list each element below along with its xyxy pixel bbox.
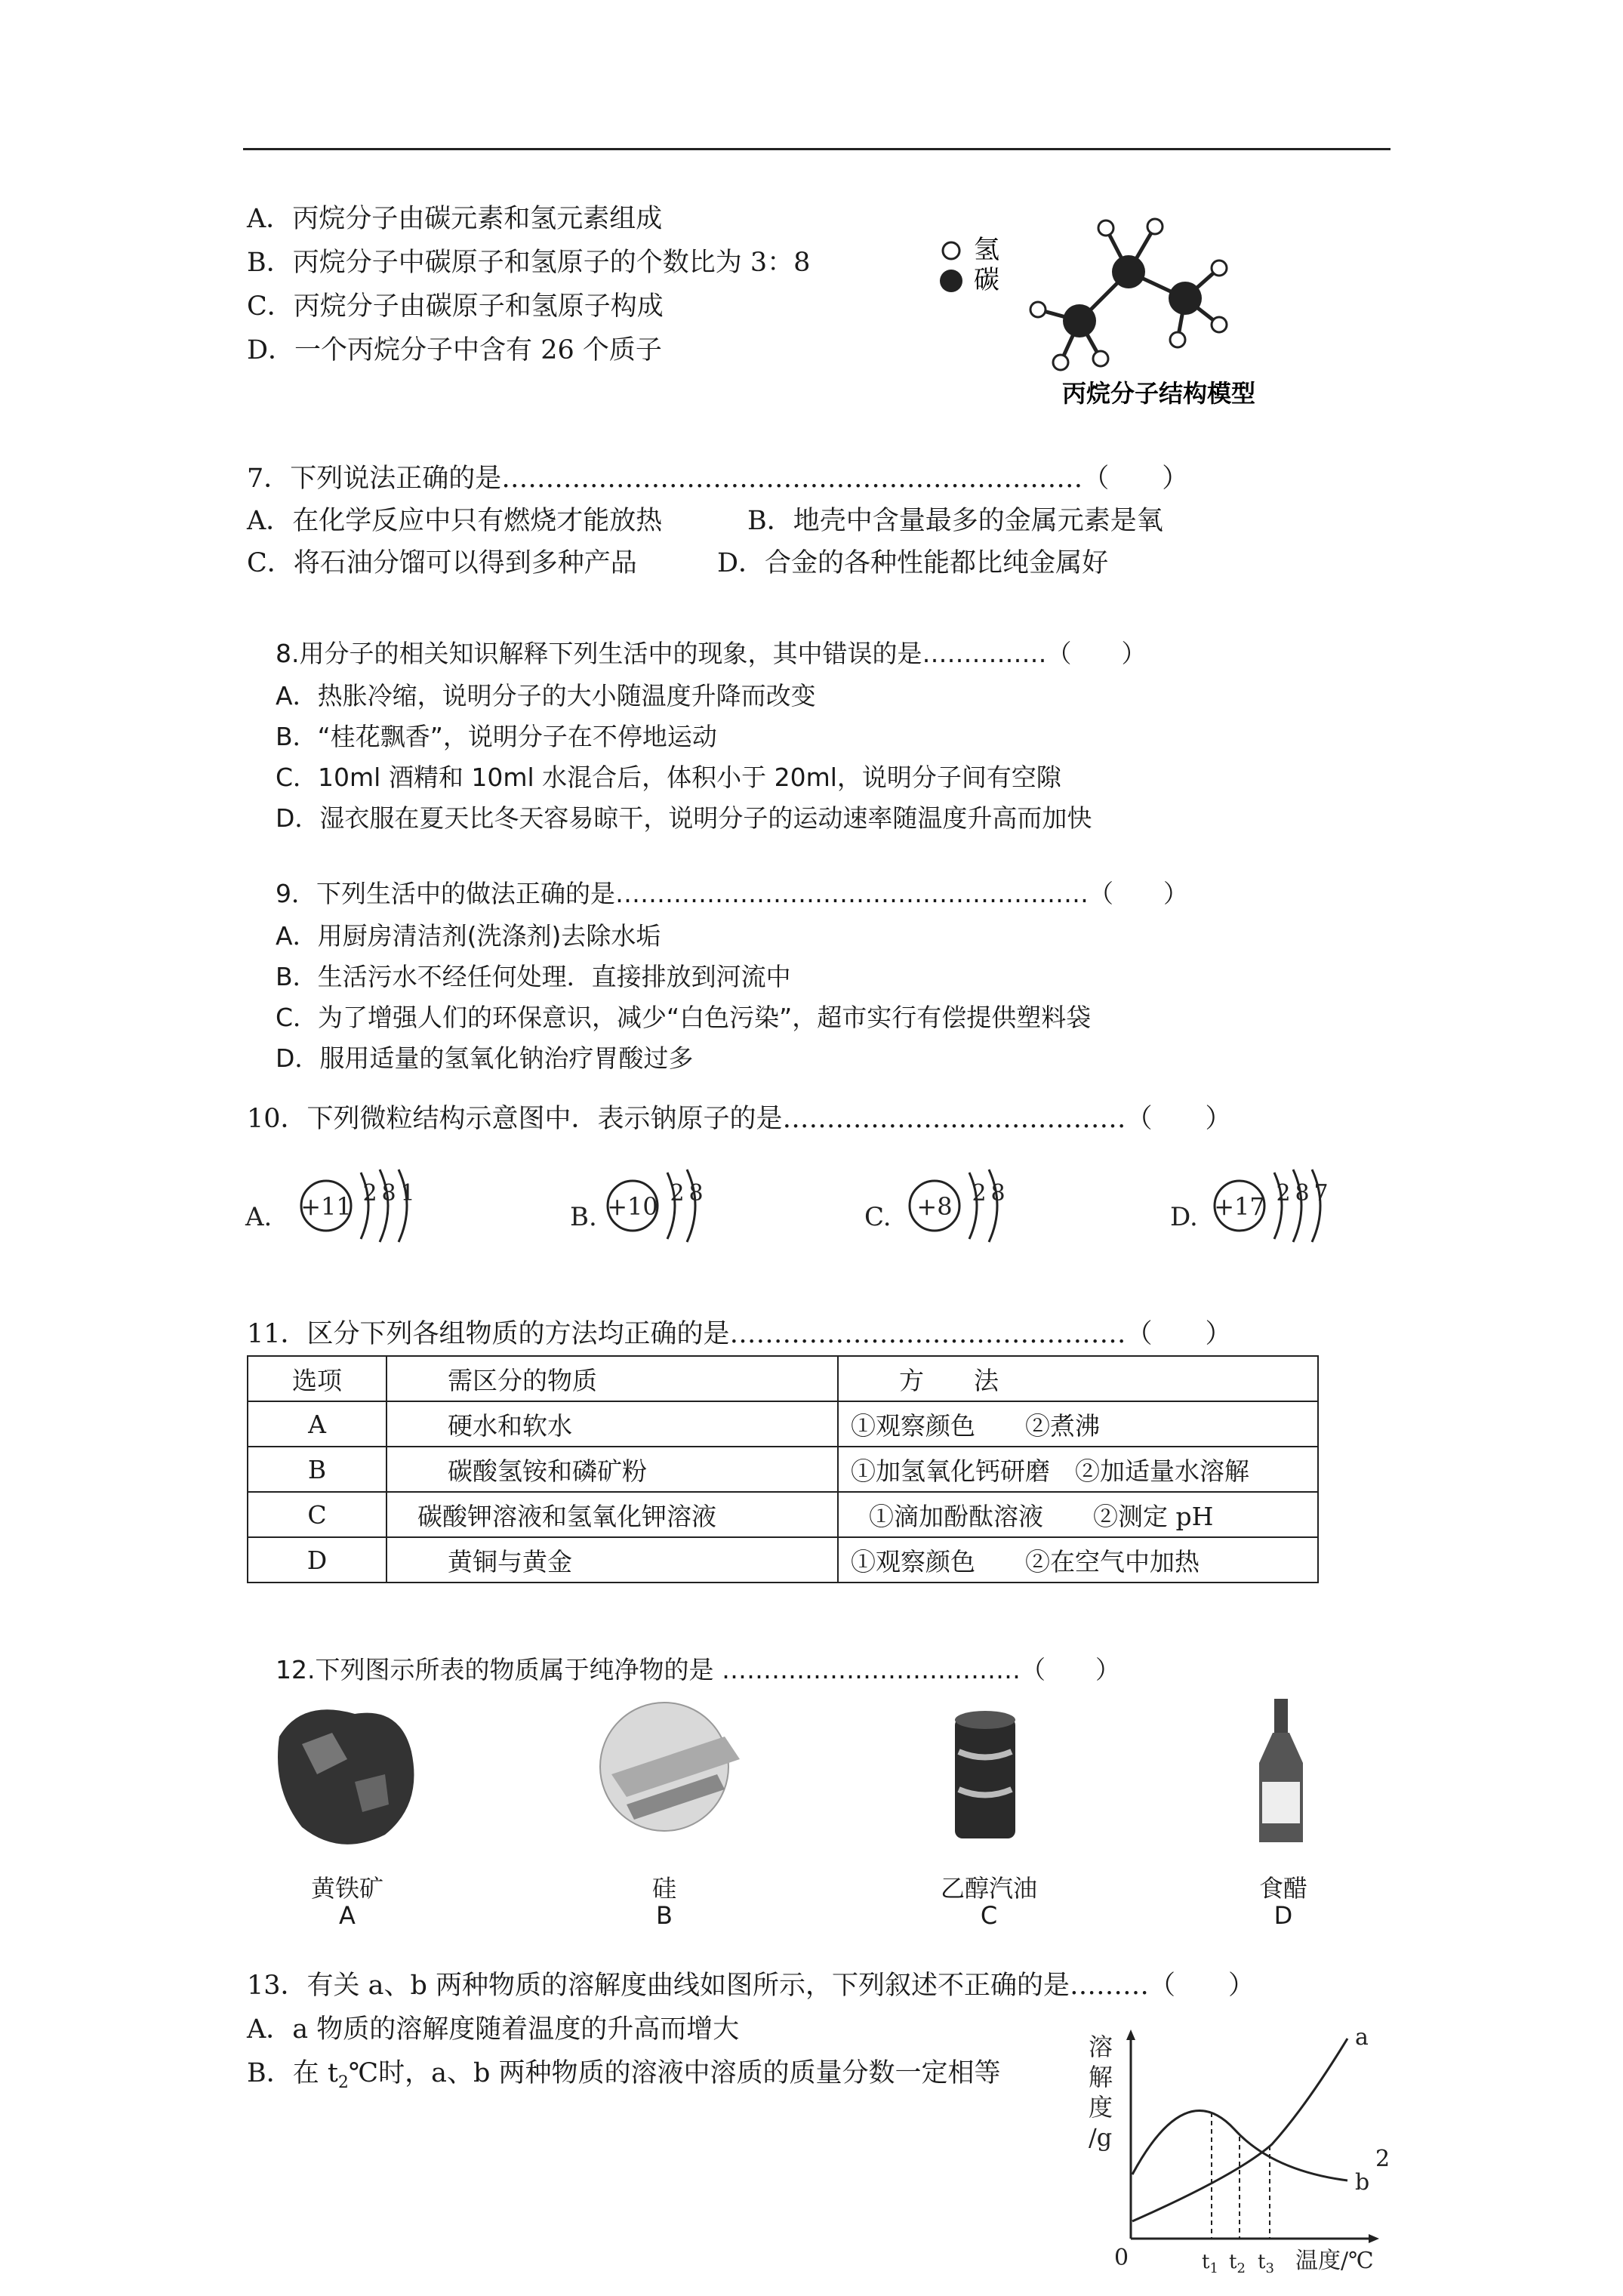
hydrogen-legend-icon: [943, 242, 959, 259]
q6-option-c: C．丙烷分子由碳原子和氢原子构成: [247, 291, 664, 322]
legend-carbon-label: 碳: [974, 265, 999, 295]
q7-option-c: C．将石油分馏可以得到多种产品: [247, 548, 637, 578]
q12-stem: 12.下列图示所表的物质属于纯净物的是 ………………………………（ ）: [276, 1655, 1120, 1684]
model-caption: 丙烷分子结构模型: [1061, 379, 1256, 408]
curve-a: [1132, 2039, 1347, 2221]
atom-d-shell-2: 8: [1295, 1180, 1310, 1207]
table-cell: ①观察颜色 ②煮沸: [838, 1401, 1318, 1447]
q11-stem: 11．区分下列各组物质的方法均正确的是………………………………………（ ）: [247, 1319, 1232, 1349]
q13-option-b: [247, 2057, 1000, 2100]
table-cell: D: [248, 1537, 387, 1583]
atom-diagrams: [242, 1159, 1374, 1265]
atom-c-label: C.: [864, 1202, 892, 1232]
series-b-label: b: [1355, 2169, 1370, 2196]
atom-a-shell-2: 8: [381, 1180, 396, 1207]
page-number: 2: [1375, 2146, 1390, 2172]
q9-option-b: B．生活污水不经任何处理．直接排放到河流中: [276, 962, 791, 991]
q7-option-b: B．地壳中含量最多的金属元素是氧: [747, 506, 1163, 536]
atom-b-label: B.: [570, 1202, 597, 1232]
q13-option-b-pre: B．在 t: [247, 2058, 338, 2088]
fuel-barrel-icon: [955, 1718, 1015, 1838]
q13-option-b-sub: 2: [337, 2073, 349, 2092]
table-row: [248, 1401, 1318, 1447]
q6-option-d: D．一个丙烷分子中含有 26 个质子: [247, 335, 662, 365]
q8-stem: 8.用分子的相关知识解释下列生活中的现象，其中错误的是……………（ ）: [276, 639, 1147, 668]
atom-b-shell-2: 8: [688, 1180, 704, 1207]
q8-option-a: A．热胀冷缩，说明分子的大小随温度升降而改变: [276, 681, 816, 710]
propane-model-figure: [929, 204, 1306, 415]
y-label-3: 度: [1089, 2093, 1113, 2122]
q12-c-name: 乙醇汽油: [940, 1874, 1037, 1903]
q12-b-name: 硅: [651, 1874, 676, 1903]
table-cell: 硬水和软水: [387, 1401, 838, 1447]
atom-d-shell-1: 2: [1276, 1180, 1291, 1207]
header-rule: [243, 148, 1390, 150]
q11-table: [247, 1355, 1319, 1583]
origin-label: 0: [1114, 2245, 1129, 2271]
solubility-chart: [1072, 2023, 1419, 2280]
atom-c-shell-2: 8: [990, 1180, 1006, 1207]
atom-c-shell-1: 2: [972, 1180, 987, 1207]
table-header-cell: 方 法: [838, 1356, 1318, 1401]
table-cell: 碳酸氢铵和磷矿粉: [387, 1447, 838, 1492]
table-header-cell: 选项: [248, 1356, 387, 1401]
table-cell: A: [248, 1401, 387, 1447]
y-label-4: /g: [1089, 2123, 1113, 2152]
vinegar-bottle-icon: [1274, 1699, 1288, 1733]
atom-c-charge: +8: [916, 1192, 953, 1221]
tick-t2: $t_2$: [1229, 2251, 1246, 2276]
q7-option-a: A．在化学反应中只有燃烧才能放热: [247, 506, 663, 536]
q9-stem: 9．下列生活中的做法正确的是…………………………………………………（ ）: [276, 879, 1188, 908]
pyrite-icon: [278, 1709, 414, 1845]
tick-t3: $t_3$: [1258, 2251, 1274, 2276]
tick-t1: $t_1$: [1202, 2251, 1218, 2276]
q12-pictures: [272, 1691, 1329, 1865]
table-cell: ①观察颜色 ②在空气中加热: [838, 1537, 1318, 1583]
atom-a-shell-3: 1: [400, 1180, 415, 1207]
q12-d-name: 食醋: [1258, 1874, 1307, 1903]
q9-option-a: A．用厨房清洁剂(洗涤剂)去除水垢: [276, 921, 661, 951]
atom-d-charge: +17: [1214, 1192, 1265, 1221]
q8-option-d: D．湿衣服在夏天比冬天容易晾干，说明分子的运动速率随温度升高而加快: [276, 803, 1092, 833]
y-label-2: 解: [1089, 2063, 1113, 2091]
q13-stem: 13．有关 a、b 两种物质的溶解度曲线如图所示，下列叙述不正确的是………（ ）: [247, 1971, 1255, 2001]
table-row: [248, 1447, 1318, 1492]
q8-option-c: C．10ml 酒精和 10ml 水混合后，体积小于 20ml，说明分子间有空隙: [276, 763, 1061, 792]
q7-option-d: D．合金的各种性能都比纯金属好: [717, 548, 1109, 578]
q12-c-letter: C: [980, 1901, 998, 1930]
atom-a-charge: +11: [300, 1192, 352, 1221]
table-row: [248, 1537, 1318, 1583]
table-cell: C: [248, 1492, 387, 1537]
table-cell: ①加氢氧化钙研磨 ②加适量水溶解: [838, 1447, 1318, 1492]
y-label-1: 溶: [1089, 2032, 1113, 2061]
q13-option-a: A．a 物质的溶解度随着温度的升高而增大: [247, 2014, 740, 2045]
q6-option-b: B．丙烷分子中碳原子和氢原子的个数比为 3：8: [247, 248, 811, 278]
table-header-cell: 需区分的物质: [387, 1356, 838, 1401]
q9-option-c: C．为了增强人们的环保意识，减少“白色污染”，超市实行有偿提供塑料袋: [276, 1003, 1092, 1032]
atom-d-label: D.: [1170, 1202, 1198, 1232]
q12-a-letter: A: [339, 1901, 356, 1930]
x-axis-label: 温度/℃: [1295, 2248, 1374, 2274]
q12-a-name: 黄铁矿: [310, 1874, 383, 1903]
q9-option-d: D．服用适量的氢氧化钠治疗胃酸过多: [276, 1043, 694, 1073]
q13-option-b-post: ℃时，a、b 两种物质的溶液中溶质的质量分数一定相等: [348, 2058, 1001, 2088]
q6-option-a: A．丙烷分子由碳元素和氢元素组成: [247, 204, 663, 234]
series-a-label: a: [1355, 2024, 1369, 2051]
table-cell: 碳酸钾溶液和氢氧化钾溶液: [387, 1492, 838, 1537]
atom-b-shell-1: 2: [670, 1180, 685, 1207]
q7-stem: 7．下列说法正确的是…………………………………………………………（ ）: [247, 464, 1189, 494]
q8-option-b: B．“桂花飘香”，说明分子在不停地运动: [276, 722, 717, 751]
table-header-row: [248, 1356, 1318, 1401]
atom-d-shell-3: 7: [1313, 1180, 1329, 1207]
atom-b-charge: +10: [607, 1192, 658, 1221]
legend-hydrogen-label: 氢: [974, 235, 999, 265]
table-cell: 黄铜与黄金: [387, 1537, 838, 1583]
atom-a-shell-1: 2: [362, 1180, 377, 1207]
atom-a-label: A.: [245, 1202, 273, 1232]
carbon-legend-icon: [940, 270, 962, 292]
q12-d-letter: D: [1273, 1901, 1293, 1930]
table-row: [248, 1492, 1318, 1537]
table-cell: B: [248, 1447, 387, 1492]
table-cell: ①滴加酚酞溶液 ②测定 pH: [838, 1492, 1318, 1537]
q10-stem: 10．下列微粒结构示意图中．表示钠原子的是…………………………………（ ）: [247, 1104, 1232, 1134]
q12-b-letter: B: [656, 1901, 673, 1930]
